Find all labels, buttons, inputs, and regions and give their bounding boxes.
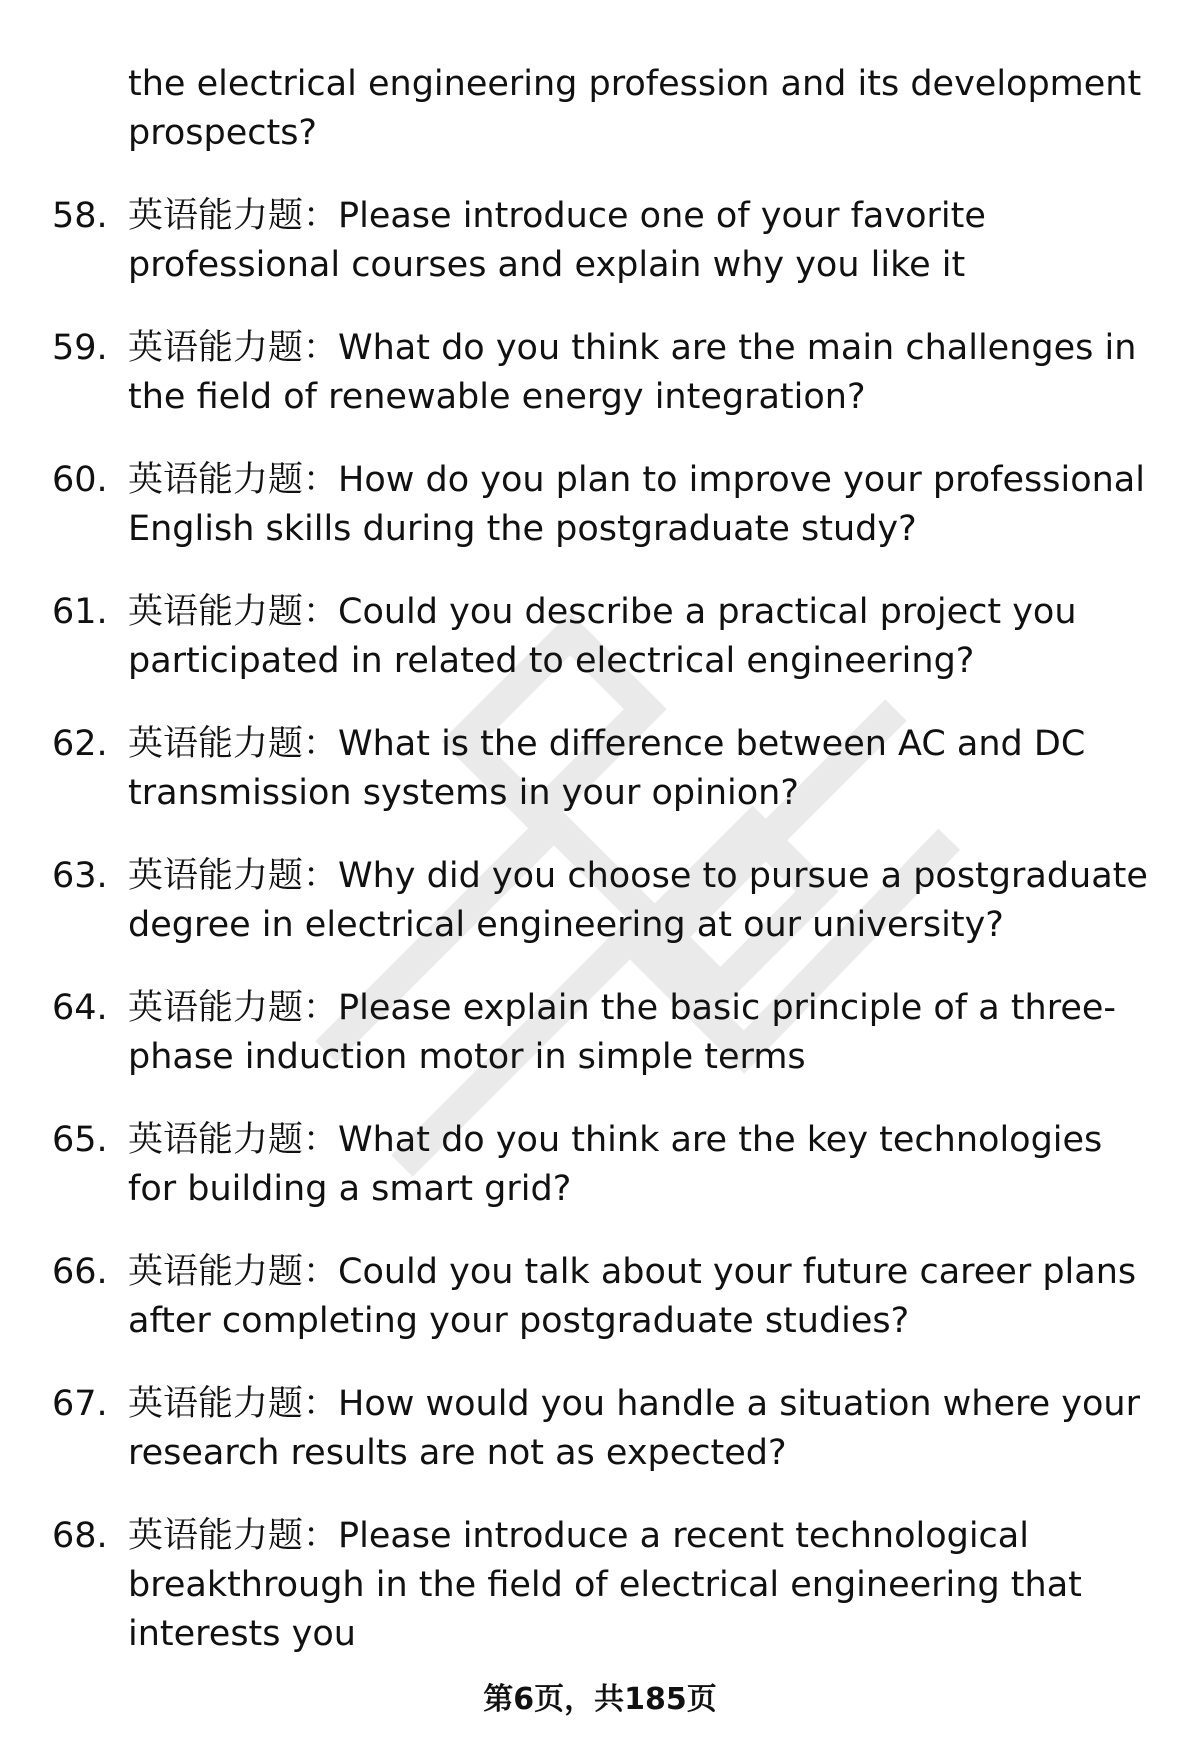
- question-text: 英语能力题：Could you describe a practical project you participated in related to electrical engineering?: [128, 592, 1077, 681]
- question-number: 62.: [52, 724, 108, 764]
- question-item: [0, 588, 1200, 686]
- question-item: [0, 852, 1200, 950]
- question-item: [0, 1116, 1200, 1214]
- question-text: 英语能力题：What is the difference between AC and DC transmission systems in your opinion?: [128, 724, 1086, 813]
- question-item: [0, 192, 1200, 290]
- continuation-text: the electrical engineering profession and its development prospects?: [128, 64, 1142, 153]
- question-number: 68.: [52, 1516, 108, 1556]
- question-number: 63.: [52, 856, 108, 896]
- question-text: 英语能力题：How would you handle a situation where your research results are not as expected?: [128, 1384, 1140, 1473]
- question-item: [0, 1248, 1200, 1346]
- question-number: 65.: [52, 1120, 108, 1160]
- question-number: 60.: [52, 460, 108, 500]
- question-item: [0, 324, 1200, 422]
- question-text: 英语能力题：What do you think are the key technologies for building a smart grid?: [128, 1120, 1103, 1209]
- page-footer: 第6页，共185页: [483, 1682, 717, 1717]
- question-item: [0, 1380, 1200, 1478]
- question-text: 英语能力题：What do you think are the main challenges in the field of renewable energy integration?: [128, 328, 1137, 417]
- question-text: 英语能力题：Please introduce a recent technological breakthrough in the field of electrical engineering that interests you: [128, 1516, 1082, 1654]
- question-text: 英语能力题：How do you plan to improve your professional English skills during the postgraduate study?: [128, 460, 1145, 549]
- question-number: 59.: [52, 328, 108, 368]
- question-text: 英语能力题：Please explain the basic principle of a three-phase induction motor in simple terms: [128, 988, 1117, 1077]
- question-number: 58.: [52, 196, 108, 236]
- question-number: 67.: [52, 1384, 108, 1424]
- question-text: 英语能力题：Could you talk about your future career plans after completing your postgraduate studies?: [128, 1252, 1137, 1341]
- question-list: [0, 192, 1200, 1693]
- question-item: [0, 984, 1200, 1082]
- question-item: [0, 456, 1200, 554]
- question-text: 英语能力题：Please introduce one of your favorite professional courses and explain why you like it: [128, 196, 986, 285]
- question-item: [0, 1512, 1200, 1659]
- question-number: 61.: [52, 592, 108, 632]
- question-text: 英语能力题：Why did you choose to pursue a postgraduate degree in electrical engineering at our university?: [128, 856, 1148, 945]
- question-number: 66.: [52, 1252, 108, 1292]
- question-number: 64.: [52, 988, 108, 1028]
- question-item: [0, 720, 1200, 818]
